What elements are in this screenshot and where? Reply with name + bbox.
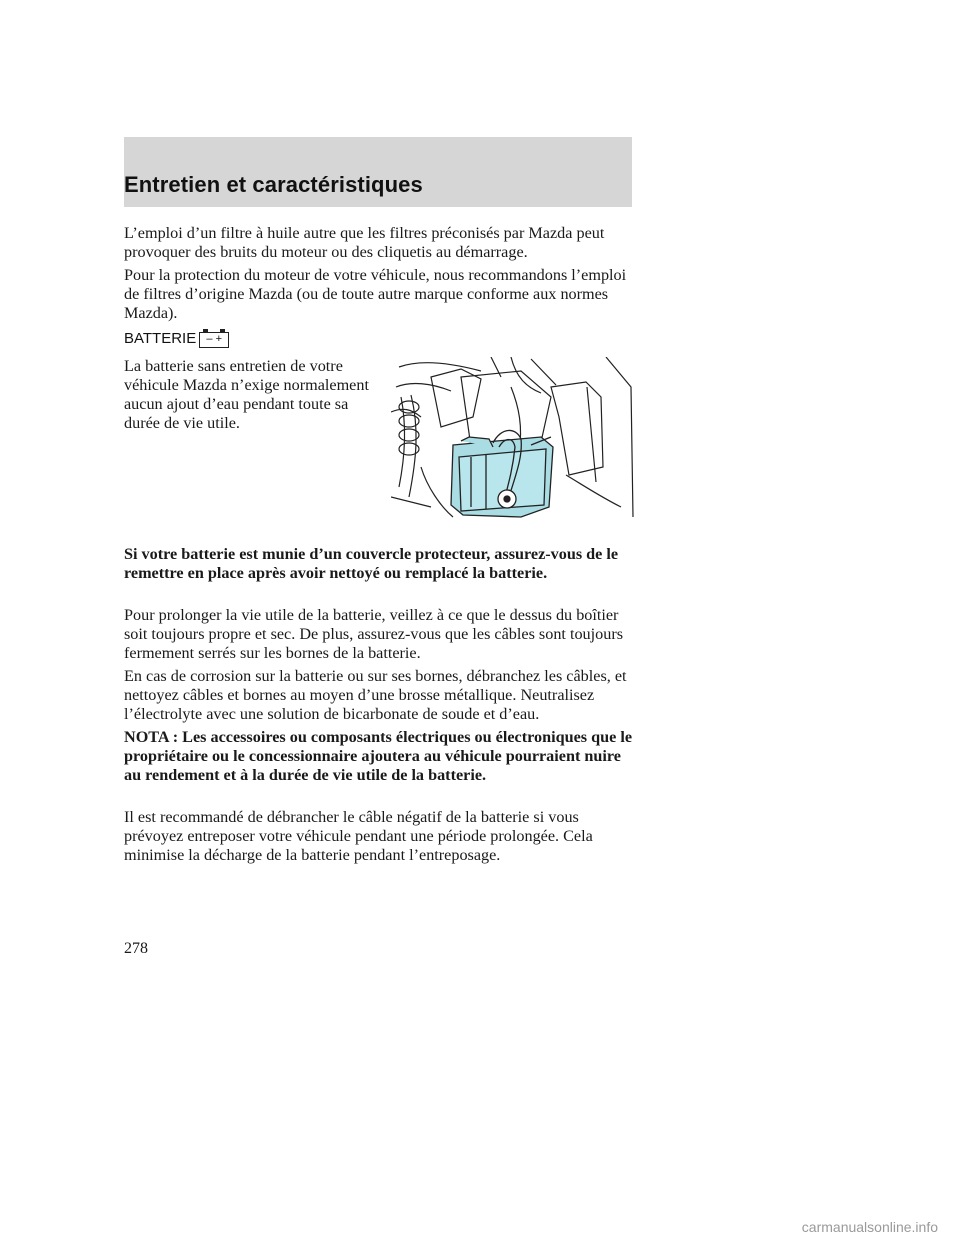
paragraph-storage: Il est recommandé de débrancher le câble négatif de la batterie si vous prévoyez entreposer votre véhicule pendant une période prolongée. Cela minimise la décharge de la batterie pendant l’entreposage. bbox=[124, 808, 593, 864]
section-heading-battery bbox=[124, 330, 229, 347]
paragraph-filter-recommendation: Pour la protection du moteur de votre véhicule, nous recommandons l’emploi de filtres d’origine Mazda (ou de toute autre marque conforme aux normes Mazda). bbox=[124, 266, 627, 322]
page-number: 278 bbox=[124, 940, 148, 957]
battery-icon: – + bbox=[199, 332, 229, 348]
paragraph-maintenance-free: La batterie sans entretien de votre véhicule Mazda n’exige normalement aucun ajout d’eau pendant toute sa durée de vie utile. bbox=[124, 357, 369, 432]
engine-battery-illustration bbox=[391, 357, 634, 522]
note-accessories: NOTA : Les accessoires ou composants électriques ou électroniques que le propriétaire ou le concessionnaire ajoutera au véhicule pourraient nuire au rendement et à la durée de vie utile de la batterie. bbox=[124, 728, 633, 784]
section-heading-label: BATTERIE bbox=[124, 330, 197, 347]
paragraph-oil-filter: L’emploi d’un filtre à huile autre que les filtres préconisés par Mazda peut provoquer des bruits du moteur ou des cliquetis au démarrage. bbox=[124, 224, 605, 261]
paragraph-corrosion: En cas de corrosion sur la batterie ou sur ses bornes, débranchez les câbles, et nettoyez câbles et bornes au moyen d’une brosse métallique. Neutralisez l’électrolyte avec une solution de bicarbonate de soude et d’eau. bbox=[124, 667, 627, 723]
page-title: Entretien et caractéristiques bbox=[124, 172, 423, 197]
paragraph-protective-cover: Si votre batterie est munie d’un couvercle protecteur, assurez-vous de le remettre en place après avoir nettoyé ou remplacé la batterie. bbox=[124, 545, 619, 582]
paragraph-prolong-life: Pour prolonger la vie utile de la batterie, veillez à ce que le dessus du boîtier soit toujours propre et sec. De plus, assurez-vous que les câbles sont toujours fermement serrés sur les bornes de la batterie. bbox=[124, 606, 624, 662]
watermark: carmanualsonline.info bbox=[801, 1219, 938, 1235]
